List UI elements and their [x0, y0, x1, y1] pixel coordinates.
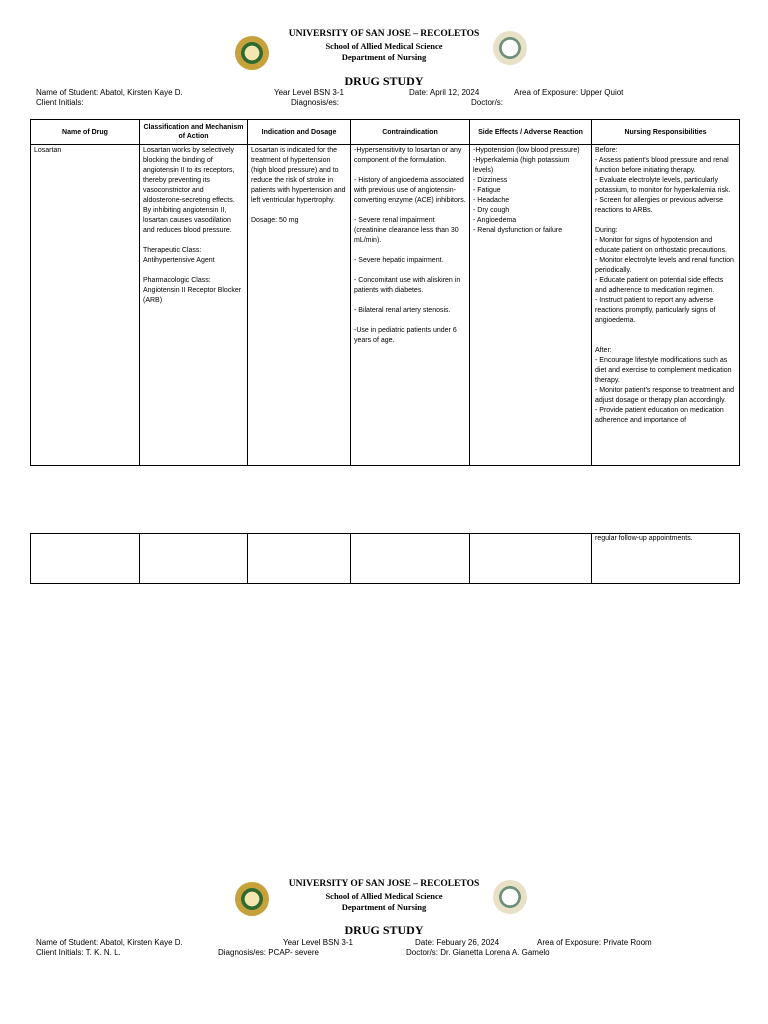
document-title: DRUG STUDY: [344, 74, 424, 88]
contraindication-line: - Bilateral renal artery stenosis.: [354, 307, 451, 314]
contraindication-line: - Severe hepatic impairment.: [354, 257, 444, 264]
nursing-line: During:: [595, 227, 618, 234]
continuation-empty-cell: [248, 534, 351, 584]
doctor: Doctor/s:: [471, 98, 504, 107]
continuation-empty-cell: [470, 534, 592, 584]
indication-line: Losartan is indicated for the treatment of hypertension (high blood pressure) and to reduce the risk of stroke in patients with hypertension and left ventricular hypertrophy.: [251, 147, 346, 204]
contraindication-spacer: [354, 166, 466, 176]
nursing-spacer: [595, 326, 736, 336]
classification-line: Pharmacologic Class: Angiotensin II Receptor Blocker (ARB): [143, 277, 242, 304]
client-initials: Client Initials:: [36, 98, 84, 107]
student-name: Name of Student: Abatol, Kirsten Kaye D.: [36, 938, 183, 947]
diagnosis: Diagnosis/es:: [291, 98, 340, 107]
date: Date: Febuary 26, 2024: [415, 938, 500, 947]
header-indication: Indication and Dosage: [248, 120, 351, 145]
diagnosis: Diagnosis/es: PCAP- severe: [218, 948, 319, 957]
school-name: School of Allied Medical Science: [325, 891, 443, 901]
school-name: School of Allied Medical Science: [325, 41, 443, 51]
classification-line: Losartan works by selectively blocking the binding of angiotensin II to its receptors, thereby preventing its vasoconstrictor and aldosterone-secreting effects. By inhibiting angiotensin II, losartan causes vasodilation and reduces blood pressure.: [143, 147, 235, 234]
contraindication-spacer: [354, 316, 466, 326]
indication-spacer: [251, 206, 347, 216]
nursing-line: - Monitor for signs of hypotension and educate patient on orthostatic precautions.: [595, 237, 727, 254]
nursing-spacer: [595, 216, 736, 226]
indication-cell: [248, 145, 351, 466]
side-effects-cell: [470, 145, 592, 466]
drug-study-table: [30, 119, 740, 466]
contraindication-line: -Use in pediatric patients under 6 years of age.: [354, 327, 457, 344]
contraindication-spacer: [354, 266, 466, 276]
contraindication-line: - Severe renal impairment (creatinine clearance less than 30 mL/min).: [354, 217, 459, 244]
classification-spacer: [143, 236, 244, 246]
side-effect-item: - Angioedema: [473, 217, 517, 224]
nursing-line: - Encourage lifestyle modifications such as diet and exercise to complement medication therapy.: [595, 357, 732, 384]
nursing-line: - Monitor electrolyte levels and renal function periodically.: [595, 257, 734, 274]
drug-name-cell: Losartan: [31, 145, 140, 466]
header-side-effects: Side Effects / Adverse Reaction: [470, 120, 592, 145]
nursing-line: After:: [595, 347, 612, 354]
year-level: Year Level BSN 3-1: [283, 938, 353, 947]
nursing-line: Before:: [595, 147, 618, 154]
document-title: DRUG STUDY: [344, 923, 424, 937]
student-name: Name of Student: Abatol, Kirsten Kaye D.: [36, 88, 183, 97]
nursing-line: - Assess patient's blood pressure and renal function before initiating therapy.: [595, 157, 729, 174]
header-nursing-responsibilities: Nursing Responsibilities: [592, 120, 740, 145]
year-level: Year Level BSN 3-1: [274, 88, 344, 97]
contraindication-line: - History of angioedema associated with previous use of angiotensin-converting enzyme (ACE) inhibitors.: [354, 177, 466, 204]
nursing-spacer: [595, 336, 736, 346]
continuation-empty-cell: [140, 534, 248, 584]
side-effect-item: - Fatigue: [473, 187, 501, 194]
classification-cell: [140, 145, 248, 466]
nursing-line: - Monitor patient's response to treatment and adjust dosage or therapy plan accordingly.: [595, 387, 735, 404]
continuation-empty-cell: [31, 534, 140, 584]
university-name: UNIVERSITY OF SAN JOSE – RECOLETOS: [288, 29, 480, 39]
side-effect-item: -Hyperkalemia (high potassium levels): [473, 157, 570, 174]
continuation-nursing-cell: regular follow-up appointments.: [592, 534, 740, 584]
nursing-line: - Screen for allergies or previous adverse reactions to ARBs.: [595, 197, 724, 214]
header-contraindication: Contraindication: [351, 120, 470, 145]
contraindication-line: -Hypersensitivity to losartan or any component of the formulation.: [354, 147, 462, 164]
nursing-line: - Evaluate electrolyte levels, particularly potassium, to monitor for hyperkalemia risk.: [595, 177, 731, 194]
university-name: UNIVERSITY OF SAN JOSE – RECOLETOS: [288, 879, 480, 889]
header-classification: Classification and Mechanism of Action: [140, 120, 248, 145]
contraindication-spacer: [354, 296, 466, 306]
continuation-table: [30, 533, 740, 584]
side-effect-item: -Hypotension (low blood pressure): [473, 147, 580, 154]
nursing-line: - Instruct patient to report any adverse reactions promptly, particularly signs of angioedema.: [595, 297, 716, 324]
nursing-line: - Provide patient education on medication adherence and importance of: [595, 407, 724, 424]
classification-line: Therapeutic Class: Antihypertensive Agent: [143, 247, 215, 264]
client-initials: Client Initials: T. K. N. L.: [36, 948, 121, 957]
department-name: Department of Nursing: [341, 902, 427, 912]
side-effect-item: - Dizziness: [473, 177, 508, 184]
nursing-line: - Educate patient on potential side effects and adherence to medication regimen.: [595, 277, 724, 294]
nursing-responsibilities-cell: [592, 145, 740, 466]
side-effect-item: - Dry cough: [473, 207, 510, 214]
area-of-exposure: Area of Exposure: Upper Quiot: [514, 88, 624, 97]
contraindication-line: - Concomitant use with aliskiren in patients with diabetes.: [354, 277, 461, 294]
side-effect-item: - Headache: [473, 197, 510, 204]
side-effect-item: - Renal dysfunction or failure: [473, 227, 563, 234]
continuation-empty-cell: [351, 534, 470, 584]
indication-line: Dosage: 50 mg: [251, 217, 299, 224]
contraindication-spacer: [354, 246, 466, 256]
department-name: Department of Nursing: [341, 52, 427, 62]
area-of-exposure: Area of Exposure: Private Room: [537, 938, 652, 947]
classification-spacer: [143, 266, 244, 276]
doctor: Doctor/s: Dr. Gianetta Lorena A. Gamelo: [406, 948, 550, 957]
contraindication-cell: [351, 145, 470, 466]
date: Date: April 12, 2024: [409, 88, 480, 97]
header-name-of-drug: Name of Drug: [31, 120, 140, 145]
contraindication-spacer: [354, 206, 466, 216]
